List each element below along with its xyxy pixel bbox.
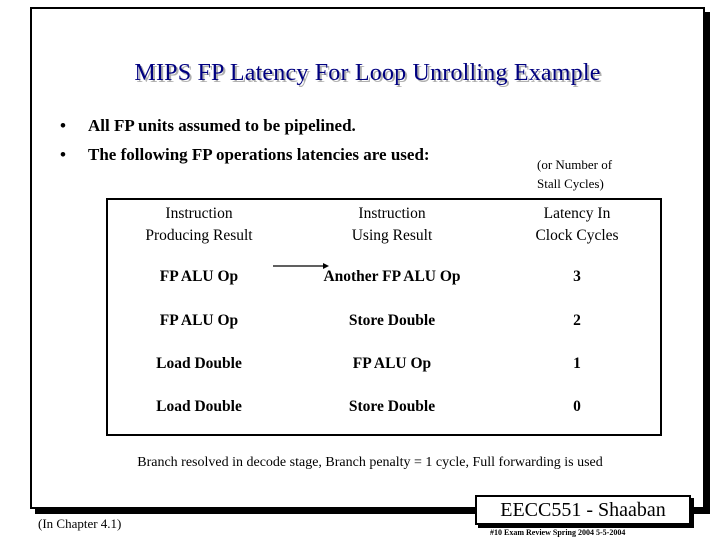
table-cell-user: FP ALU Op — [352, 355, 432, 372]
branch-forwarding-note: Branch resolved in decode stage, Branch penalty = 1 cycle, Full forwarding is used — [137, 455, 603, 470]
bullet-text: The following FP operations latencies are used: — [88, 145, 430, 164]
slide-title: MIPS FP Latency For Loop Unrolling Example — [134, 60, 601, 86]
table-cell-producer: Load Double — [156, 355, 242, 372]
header-latency: Latency In Clock Cycles — [535, 205, 619, 244]
table-cell-user: Store Double — [348, 312, 436, 329]
note-line: Stall Cycles) — [537, 176, 604, 191]
table-cell-producer: FP ALU Op — [159, 312, 239, 329]
table-cell-user: Another FP ALU Op — [323, 268, 461, 285]
stall-cycles-note — [537, 155, 612, 193]
bullet-marker: • — [60, 116, 66, 135]
table-cell-producer: Load Double — [156, 398, 242, 415]
table-cell-latency: 0 — [573, 398, 581, 415]
chapter-reference: (In Chapter 4.1) — [38, 516, 122, 531]
course-badge: EECC551 - Shaaban — [475, 495, 691, 525]
latency-table — [106, 198, 662, 436]
table-cell-producer: FP ALU Op — [159, 268, 239, 285]
table-cell-user: Store Double — [348, 398, 436, 415]
table-cell-latency: 1 — [573, 355, 581, 372]
slide-number-date: #10 Exam Review Spring 2004 5-5-2004 — [490, 528, 626, 537]
table-cell-latency: 3 — [573, 268, 581, 285]
header-producing-result: Instruction Producing Result — [145, 205, 253, 244]
bullet-text: All FP units assumed to be pipelined. — [88, 116, 356, 135]
bullet-marker: • — [60, 145, 66, 164]
header-using-result: Instruction Using Result — [351, 205, 433, 244]
note-line: (or Number of — [537, 157, 613, 172]
table-cell-latency: 2 — [573, 312, 581, 329]
